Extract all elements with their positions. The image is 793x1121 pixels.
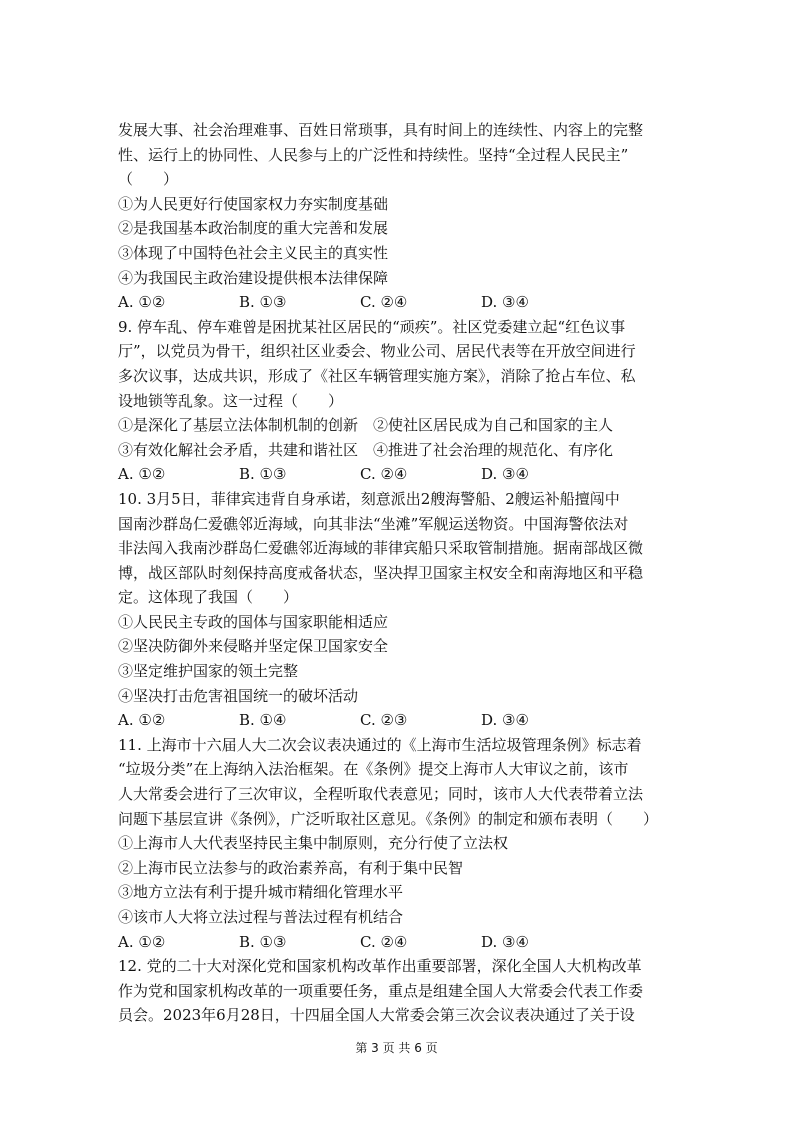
question-8-option-2: ②是我国基本政治制度的重大完善和发展 (118, 219, 389, 238)
question-10-line-1: 10. 3月5日，菲律宾违背自身承诺，刻意派出2艘海警船、2艘运补船擅闯中 (118, 489, 620, 508)
question-10-choices (118, 708, 680, 733)
question-8-option-4: ④为我国民主政治建设提供根本法律保障 (118, 268, 389, 287)
question-11-stem (118, 733, 680, 831)
question-9-choice-c: C. ②④ (360, 465, 408, 484)
question-9-choice-b: B. ①③ (239, 465, 287, 484)
question-8-options (118, 192, 680, 290)
question-12-line-1: 12. 党的二十大对深化党和国家机构改革作出重要部署，深化全国人大机构改革 (118, 957, 642, 976)
question-8-option-1: ①为人民更好行使国家权力夯实制度基础 (118, 194, 389, 213)
question-11-choice-d: D. ③④ (481, 932, 529, 951)
question-9-stem (118, 315, 680, 413)
question-11-choice-c: C. ②④ (360, 932, 408, 951)
question-11-option-3: ③地方立法有利于提升城市精细化管理水平 (118, 883, 404, 902)
page-content (118, 118, 680, 1028)
question-10-option-4: ④坚决打击危害祖国统一的破坏活动 (118, 686, 359, 705)
question-12-line-2: 作为党和国家机构改革的一项重要任务，重点是组建全国人大常委会代表工作委 (118, 981, 644, 1000)
question-9-choice-d: D. ③④ (481, 465, 529, 484)
question-11-option-2: ②上海市民立法参与的政治素养高，有利于集中民智 (118, 858, 464, 877)
question-10-line-2: 国南沙群岛仁爱礁邻近海域，向其非法“坐滩”军舰运送物资。中国海警依法对 (118, 514, 629, 533)
question-11-option-4: ④该市人大将立法过程与普法过程有机结合 (118, 908, 404, 926)
question-8-choice-b: B. ①③ (239, 293, 287, 312)
question-12-line-3: 员会。2023年6月28日，十四届全国人大常委会第三次会议表决通过了关于设 (118, 1006, 635, 1025)
question-10-line-3: 非法闯入我南沙群岛仁爱礁邻近海域的菲律宾船只采取管制措施。据南部战区微 (118, 539, 644, 558)
question-9-option-row-2: ③有效化解社会矛盾，共建和谐社区 ④推进了社会治理的规范化、有序化 (118, 440, 614, 459)
question-8-choice-d: D. ③④ (481, 293, 529, 312)
question-11-options (118, 831, 680, 929)
question-11-line-3: 人大常委会进行了三次审议，全程听取代表意见；同时，该市人大代表带着立法 (118, 785, 644, 804)
question-8-line-3: （ ） (118, 170, 179, 189)
question-9-line-3: 多次议事，达成共识，形成了《社区车辆管理实施方案》，消除了抢占车位、私 (118, 366, 636, 385)
question-8-choices (118, 290, 680, 315)
question-11-choice-a: A. ①② (118, 932, 166, 951)
question-8-stem (118, 118, 680, 192)
question-10-choice-d: D. ③④ (481, 711, 529, 730)
question-10-options (118, 610, 680, 708)
question-9-line-1: 9. 停车乱、停车难曾是困扰某社区居民的“顽疾”。社区党委建立起“红色议事 (118, 317, 626, 336)
question-11-choices (118, 930, 680, 955)
question-10-option-2: ②坚决防御外来侵略并坚定保卫国家安全 (118, 637, 389, 656)
question-11-line-2: “垃圾分类”在上海纳入法治框架。在《条例》提交上海市人大审议之前，该市 (118, 760, 629, 779)
question-10-stem (118, 487, 680, 610)
question-10-option-3: ③坚定维护国家的领土完整 (118, 662, 299, 681)
question-10-choice-c: C. ②③ (360, 711, 408, 730)
question-8-choice-a: A. ①② (118, 293, 166, 312)
page-footer: 第 3 页 共 6 页 (355, 1041, 438, 1055)
question-10-choice-b: B. ①④ (239, 711, 287, 730)
question-10-option-1: ①人民民主专政的国体与国家职能相适应 (118, 612, 389, 631)
question-8-choice-c: C. ②④ (360, 293, 408, 312)
question-9-line-2: 厅”，以党员为骨干，组织社区业委会、物业公司、居民代表等在开放空间进行 (118, 342, 636, 361)
question-10-choice-a: A. ①② (118, 711, 166, 730)
question-11-line-1: 11. 上海市十六届人大二次会议表决通过的《上海市生活垃圾管理条例》标志着 (118, 735, 642, 754)
question-10-line-4: 博，战区部队时刻保持高度戒备状态，坚决捍卫国家主权安全和南海地区和平稳 (118, 563, 644, 582)
question-10-line-5: 定。这体现了我国（ ） (118, 588, 299, 607)
question-8-line-1: 发展大事、社会治理难事、百姓日常琐事，具有时间上的连续性、内容上的完整 (118, 121, 644, 139)
question-11-choice-b: B. ①③ (239, 932, 287, 951)
question-9-line-4: 设地锁等乱象。这一过程（ ） (118, 391, 344, 410)
question-12-stem (118, 954, 680, 1028)
question-8-line-2: 性、运行上的协同性、人民参与上的广泛性和持续性。坚持“全过程人民民主” (118, 145, 629, 164)
question-9-choice-a: A. ①② (118, 465, 166, 484)
question-9-options (118, 413, 680, 462)
question-11-line-4: 问题下基层宣讲《条例》，广泛听取社区意见。《条例》的制定和颁布表明（ ） (118, 809, 659, 828)
question-11-option-1: ①上海市人大代表坚持民主集中制原则，充分行使了立法权 (118, 834, 509, 853)
question-8-option-3: ③体现了中国特色社会主义民主的真实性 (118, 243, 389, 262)
question-9-choices (118, 462, 680, 487)
question-9-option-row-1: ①是深化了基层立法体制机制的创新 ②使社区居民成为自己和国家的主人 (118, 416, 614, 435)
